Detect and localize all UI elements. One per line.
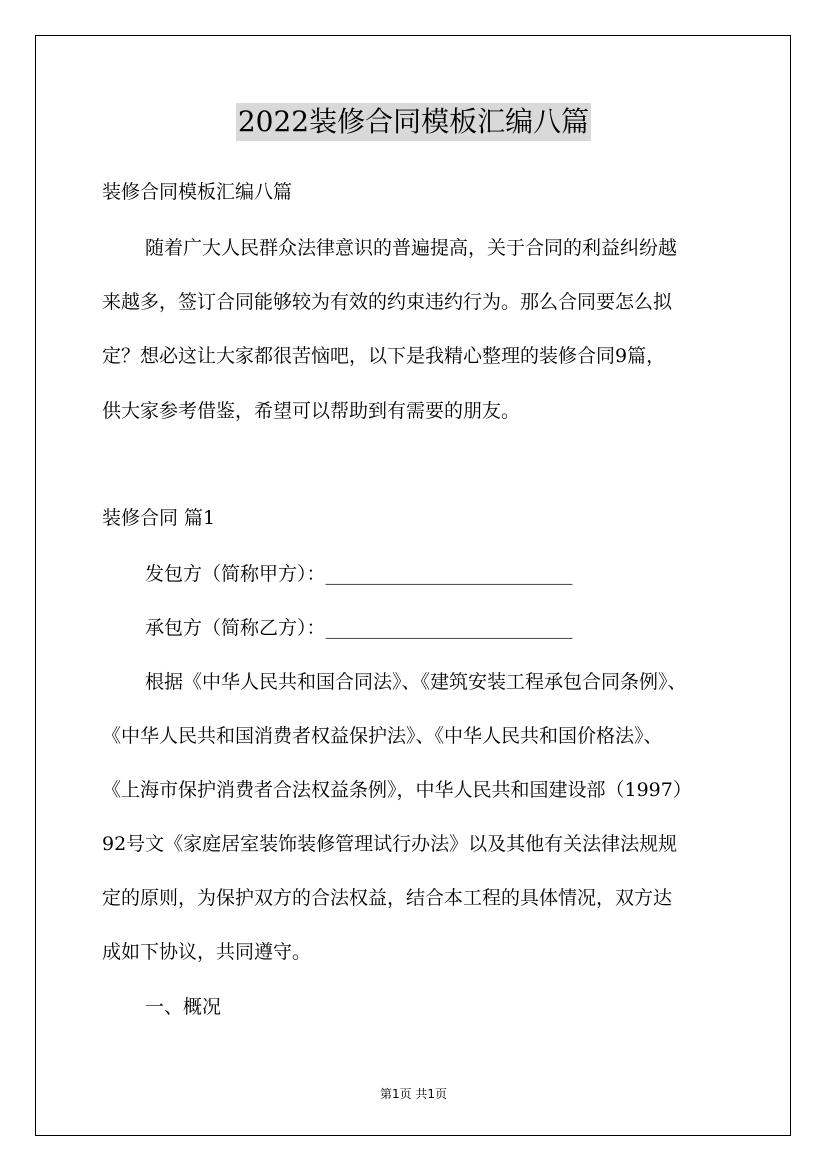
basis-line: 92号文《家庭居室装饰装修管理试行办法》以及其他有关法律法规规 <box>102 833 678 855</box>
basis-line: 《中华人民共和国消费者权益保护法》、《中华人民共和国价格法》、 <box>102 725 663 747</box>
party-a-line: 发包方（简称甲方）：__________________________ <box>145 563 573 585</box>
basis-line: 根据《中华人民共和国合同法》、《建筑安装工程承包合同条例》、 <box>145 671 687 693</box>
basis-line: 《上海市保护消费者合法权益条例》，中华人民共和国建设部（1997） <box>102 779 692 801</box>
party-b-line: 承包方（简称乙方）：__________________________ <box>145 617 573 639</box>
document-title: 2022装修合同模板汇编八篇 <box>236 103 591 141</box>
intro-line: 定？想必这让大家都很苦恼吧，以下是我精心整理的装修合同9篇， <box>102 345 666 367</box>
intro-line: 随着广大人民群众法律意识的普遍提高，关于合同的利益纠纷越 <box>145 237 678 259</box>
intro-line: 来越多，签订合同能够较为有效的约束违约行为。那么合同要怎么拟 <box>102 291 673 313</box>
document-subtitle: 装修合同模板汇编八篇 <box>102 181 293 203</box>
section-heading: 装修合同 篇1 <box>102 507 216 529</box>
clause-heading: 一、概况 <box>145 996 222 1018</box>
page-footer: 第1页 共1页 <box>379 1087 448 1101</box>
intro-line: 供大家参考借鉴，希望可以帮助到有需要的朋友。 <box>102 400 521 422</box>
basis-line: 成如下协议，共同遵守。 <box>102 941 312 963</box>
title-container <box>0 103 827 141</box>
basis-line: 定的原则，为保护双方的合法权益，结合本工程的具体情况，双方达 <box>102 887 673 909</box>
